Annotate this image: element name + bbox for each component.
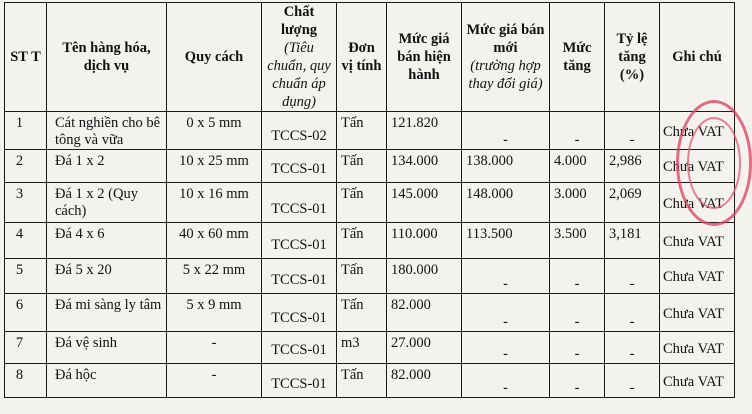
cell-name: Đá 4 x 6: [47, 223, 167, 259]
table-row: [5, 223, 735, 259]
cell-increase: 4.000: [550, 150, 605, 183]
cell-standard: TCCS-01: [262, 150, 337, 183]
cell-increase: -: [550, 112, 605, 150]
table-row: [5, 150, 735, 183]
cell-unit: Tấn: [337, 183, 387, 223]
table-row: [5, 332, 735, 364]
cell-rate: -: [605, 364, 660, 398]
cell-standard: TCCS-01: [262, 364, 337, 398]
cell-rate: -: [605, 112, 660, 150]
cell-current-price: 180.000: [387, 259, 462, 294]
cell-name: Đá mi sàng ly tâm: [47, 294, 167, 332]
cell-unit: m3: [337, 332, 387, 364]
cell-spec: 40 x 60 mm: [167, 223, 262, 259]
cell-name: Đá hộc: [47, 364, 167, 398]
header-increase: Mức tăng: [550, 3, 605, 112]
cell-increase: 3.000: [550, 183, 605, 223]
cell-new-price: -: [462, 294, 550, 332]
cell-note: Chưa VAT: [660, 332, 735, 364]
table-row: [5, 364, 735, 398]
cell-increase: -: [550, 259, 605, 294]
cell-name: Đá 5 x 20: [47, 259, 167, 294]
header-name: Tên hàng hóa, dịch vụ: [47, 3, 167, 112]
cell-increase: -: [550, 332, 605, 364]
cell-standard: TCCS-01: [262, 332, 337, 364]
cell-current-price: 82.000: [387, 364, 462, 398]
cell-note: Chưa VAT: [660, 183, 735, 223]
header-row: [5, 3, 735, 112]
cell-current-price: 110.000: [387, 223, 462, 259]
cell-new-price: -: [462, 259, 550, 294]
cell-stt: 8: [5, 364, 47, 398]
cell-spec: -: [167, 332, 262, 364]
header-stt: ST T: [5, 3, 47, 112]
cell-new-price: -: [462, 364, 550, 398]
header-quality-sub: (Tiêu chuẩn, quy chuẩn áp dụng): [267, 40, 331, 110]
cell-increase: -: [550, 294, 605, 332]
cell-name: Đá 1 x 2: [47, 150, 167, 183]
cell-standard: TCCS-02: [262, 112, 337, 150]
cell-spec: 5 x 9 mm: [167, 294, 262, 332]
table-row: [5, 112, 735, 150]
header-new-price: [462, 3, 550, 112]
cell-name: Đá 1 x 2 (Quy cách): [47, 183, 167, 223]
cell-stt: 5: [5, 259, 47, 294]
header-unit: Đơn vị tính: [337, 3, 387, 112]
header-current-price: Mức giá bán hiện hành: [387, 3, 462, 112]
cell-stt: 6: [5, 294, 47, 332]
cell-standard: TCCS-01: [262, 259, 337, 294]
cell-rate: -: [605, 259, 660, 294]
cell-current-price: 82.000: [387, 294, 462, 332]
cell-unit: Tấn: [337, 259, 387, 294]
header-quality-title: Chất lượng: [280, 4, 318, 38]
cell-current-price: 134.000: [387, 150, 462, 183]
cell-rate: -: [605, 294, 660, 332]
cell-stt: 2: [5, 150, 47, 183]
cell-note: Chưa VAT: [660, 294, 735, 332]
header-spec: Quy cách: [167, 3, 262, 112]
cell-spec: 5 x 22 mm: [167, 259, 262, 294]
header-quality: [262, 3, 337, 112]
cell-standard: TCCS-01: [262, 183, 337, 223]
price-table: [4, 2, 735, 398]
cell-new-price: 148.000: [462, 183, 550, 223]
header-note: Ghi chú: [660, 3, 735, 112]
cell-unit: Tấn: [337, 294, 387, 332]
cell-note: Chưa VAT: [660, 364, 735, 398]
cell-standard: TCCS-01: [262, 223, 337, 259]
cell-unit: Tấn: [337, 112, 387, 150]
cell-new-price: 113.500: [462, 223, 550, 259]
header-new-price-title: Mức giá bán mới: [466, 22, 545, 56]
table-row: [5, 259, 735, 294]
table-row: [5, 294, 735, 332]
cell-stt: 7: [5, 332, 47, 364]
cell-new-price: 138.000: [462, 150, 550, 183]
cell-rate: 3,181: [605, 223, 660, 259]
cell-name: Đá vệ sinh: [47, 332, 167, 364]
cell-unit: Tấn: [337, 223, 387, 259]
cell-unit: Tấn: [337, 150, 387, 183]
cell-rate: -: [605, 332, 660, 364]
cell-standard: TCCS-01: [262, 294, 337, 332]
cell-spec: 0 x 5 mm: [167, 112, 262, 150]
cell-current-price: 145.000: [387, 183, 462, 223]
cell-increase: -: [550, 364, 605, 398]
cell-note: Chưa VAT: [660, 259, 735, 294]
cell-spec: 10 x 25 mm: [167, 150, 262, 183]
cell-increase: 3.500: [550, 223, 605, 259]
cell-new-price: -: [462, 332, 550, 364]
cell-note: Chưa VAT: [660, 112, 735, 150]
cell-current-price: 27.000: [387, 332, 462, 364]
cell-name: Cát nghiền cho bê tông và vữa: [47, 112, 167, 150]
header-new-price-sub: (trường hợp thay đổi giá): [468, 58, 543, 92]
header-rate: Tỷ lệ tăng (%): [605, 3, 660, 112]
cell-stt: 1: [5, 112, 47, 150]
cell-note: Chưa VAT: [660, 150, 735, 183]
cell-spec: -: [167, 364, 262, 398]
table-row: [5, 183, 735, 223]
cell-stt: 3: [5, 183, 47, 223]
cell-unit: Tấn: [337, 364, 387, 398]
cell-rate: 2,069: [605, 183, 660, 223]
cell-stt: 4: [5, 223, 47, 259]
cell-note: Chưa VAT: [660, 223, 735, 259]
cell-new-price: -: [462, 112, 550, 150]
cell-current-price: 121.820: [387, 112, 462, 150]
cell-spec: 10 x 16 mm: [167, 183, 262, 223]
cell-rate: 2,986: [605, 150, 660, 183]
